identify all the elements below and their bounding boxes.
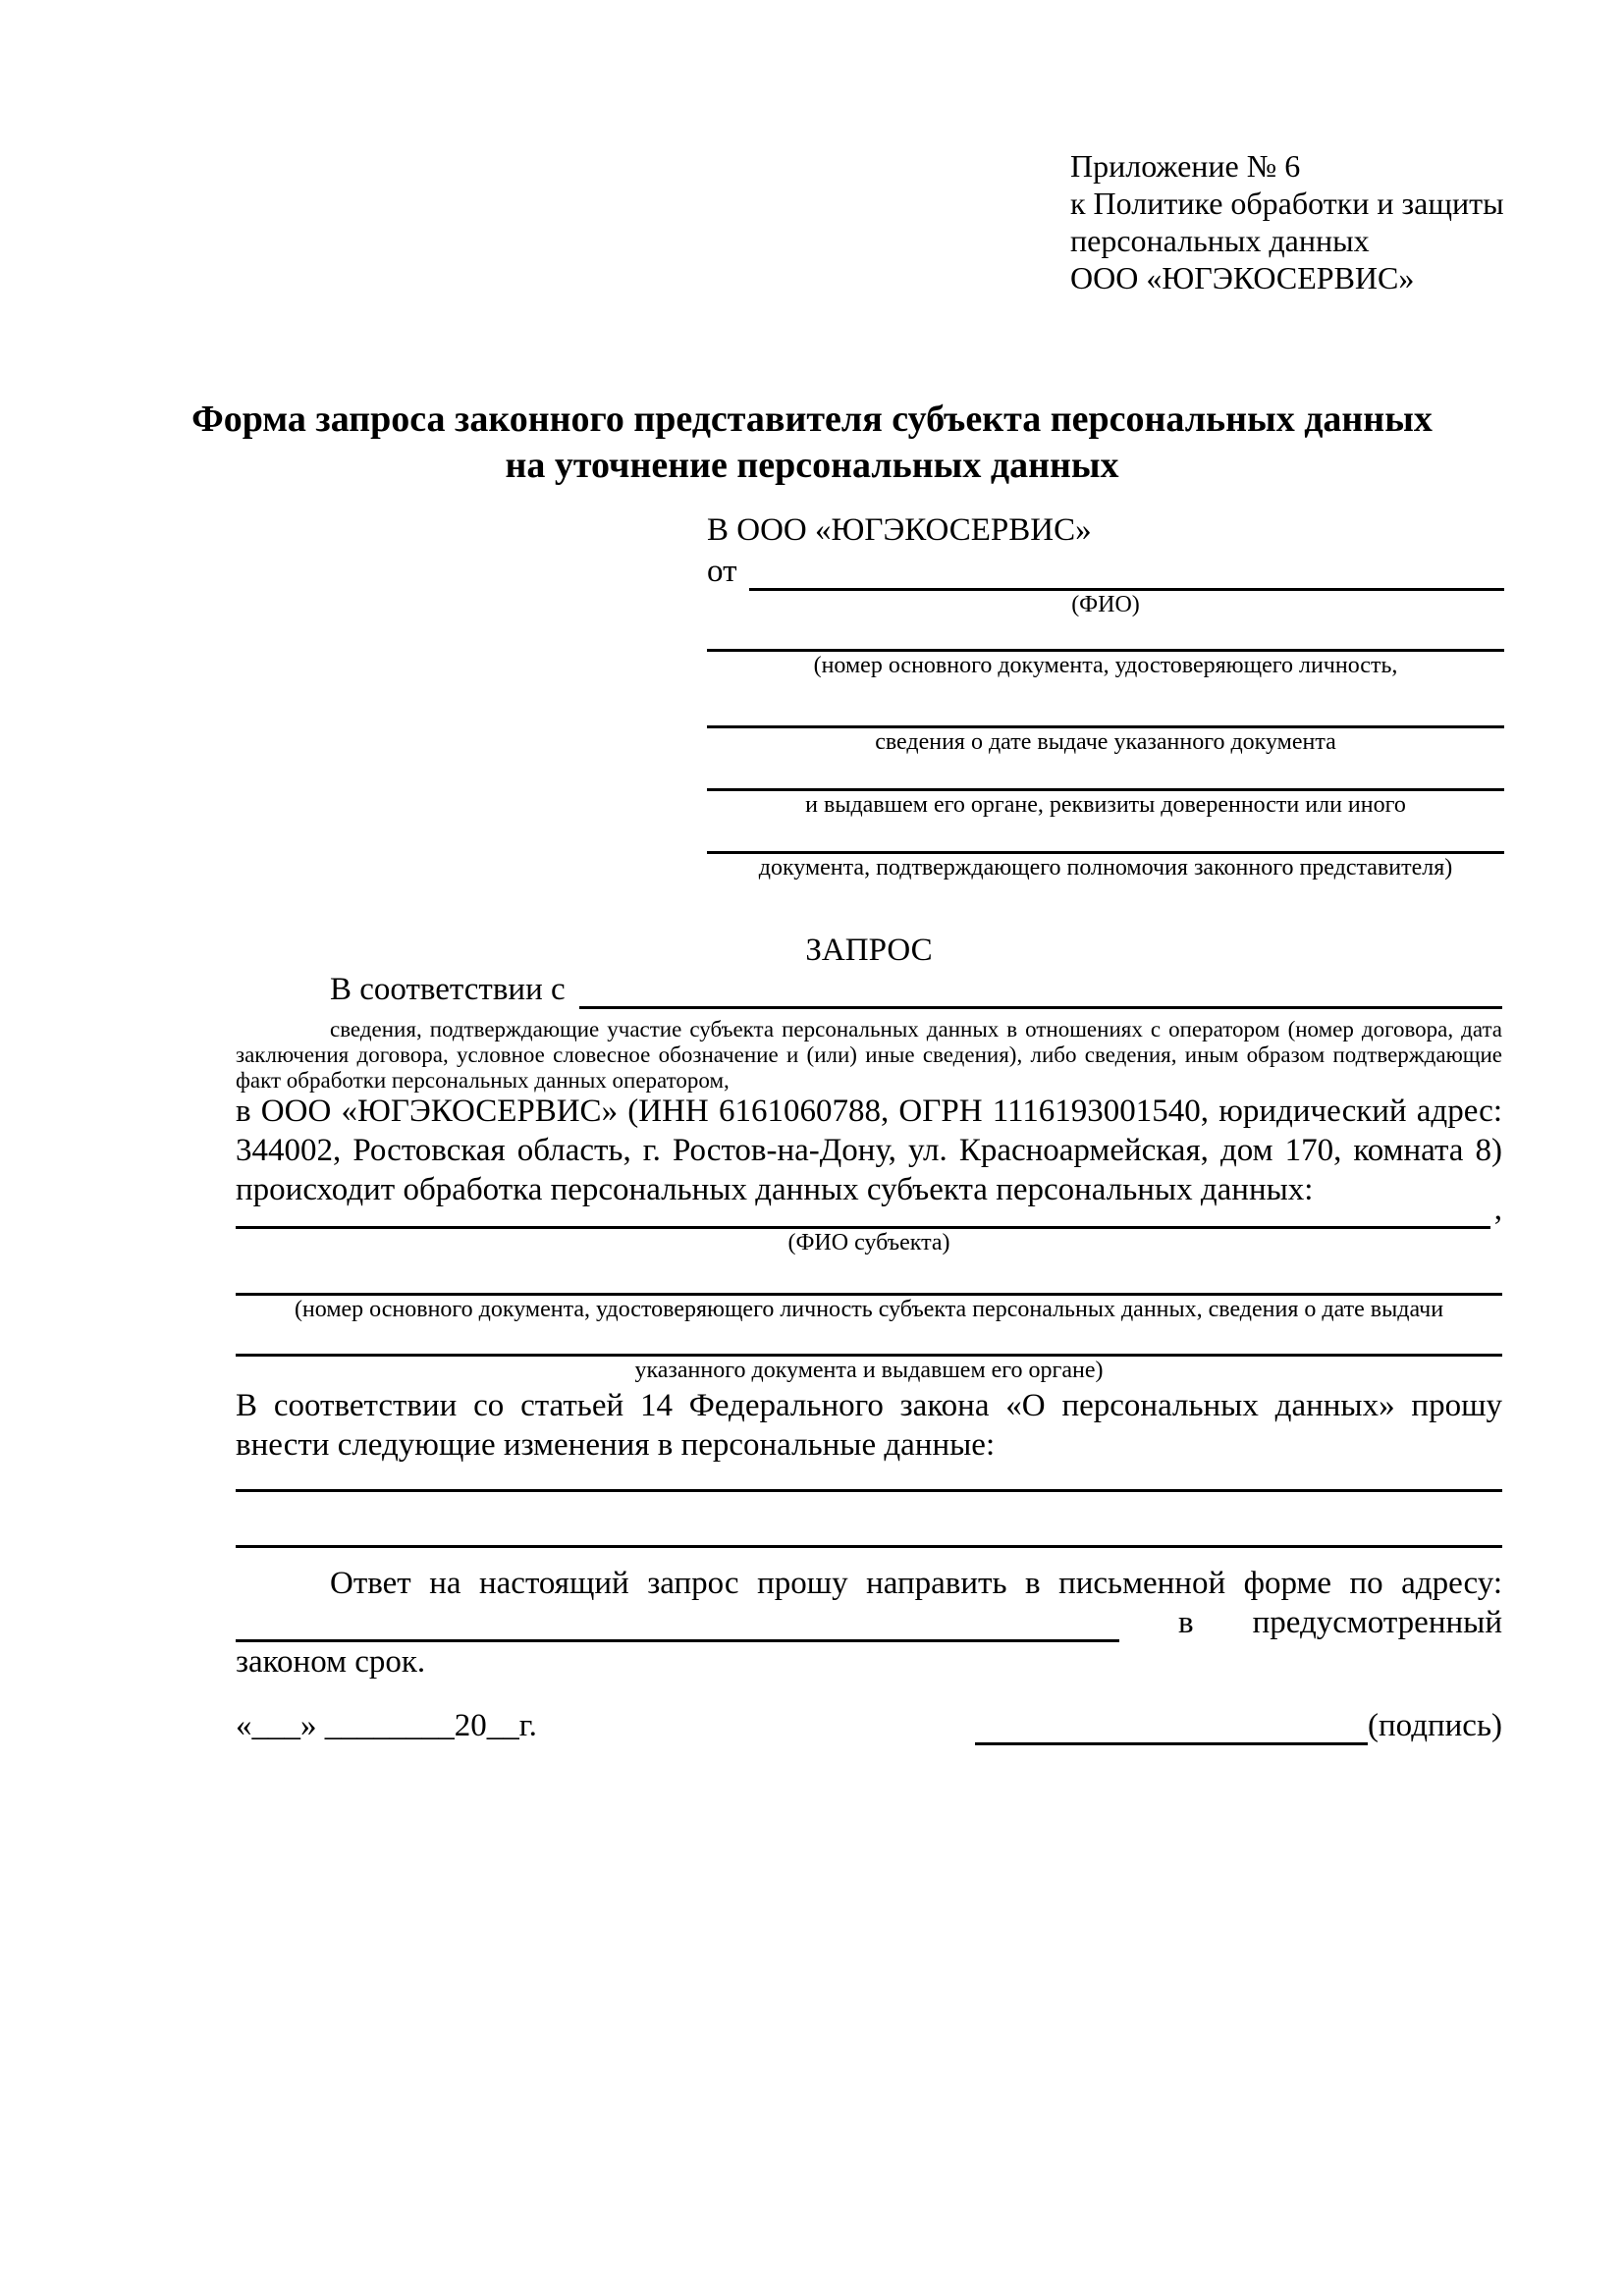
caption-issue-date: сведения о дате выдаче указанного документа: [875, 729, 1336, 755]
page-title-line: Форма запроса законного представителя субъекта персональных данных: [191, 399, 1433, 440]
caption-subject-authority: указанного документа и выдавшем его органе): [634, 1358, 1104, 1383]
page-title: [157, 397, 1467, 489]
reply-address-row: [236, 1605, 1502, 1642]
caption-subject-fio: (ФИО субъекта): [787, 1230, 950, 1255]
issue-date-blank-line[interactable]: [707, 701, 1504, 728]
signature-caption: (подпись): [1368, 1708, 1502, 1743]
issuing-authority-blank-line[interactable]: [707, 766, 1504, 791]
from-label: от: [707, 554, 737, 589]
reply-line: Ответ на настоящий запрос прошу направить в письменной форме по адресу:: [330, 1566, 1502, 1601]
footer-row: [236, 1706, 1502, 1745]
page-title-line: на уточнение персональных данных: [505, 445, 1119, 486]
changes-blank-line-2[interactable]: [236, 1516, 1502, 1548]
reply-tail: законом срок.: [236, 1644, 426, 1680]
appendix-line: к Политике обработки и защиты: [1070, 186, 1504, 221]
opening-row: [236, 972, 1502, 1009]
caption-representative-authority: документа, подтверждающего полномочия законного представителя): [758, 855, 1453, 881]
appendix-line: ООО «ЮГЭКОСЕРВИС»: [1070, 260, 1415, 295]
subject-captions-block: [236, 1229, 1502, 1384]
caption-document-number: (номер основного документа, удостоверяющего личность,: [813, 653, 1398, 678]
addressee-to: В ООО «ЮГЭКОСЕРВИС»: [707, 512, 1092, 548]
subject-document-blank-line[interactable]: [236, 1264, 1502, 1296]
addressee-block: [707, 510, 1504, 881]
subject-authority-blank-line[interactable]: [236, 1331, 1502, 1357]
appendix-line: Приложение № 6: [1070, 148, 1301, 184]
document-number-blank-line[interactable]: [707, 620, 1504, 652]
appendix-block: [1070, 147, 1522, 296]
caption-subject-document: (номер основного документа, удостоверяющего личность субъекта персональных данных, сведения о дате выдачи: [294, 1297, 1444, 1322]
from-row: [707, 554, 1504, 591]
caption-fio: (ФИО): [1071, 592, 1140, 617]
reply-word-prescribed: предусмотренный: [1252, 1605, 1502, 1640]
request-heading: ЗАПРОС: [805, 933, 933, 968]
caption-issuing-authority: и выдавшем его органе, реквизиты доверенности или иного: [805, 792, 1406, 818]
subject-line-comma: ,: [1493, 1192, 1502, 1227]
changes-blank-line-1[interactable]: [236, 1465, 1502, 1492]
fio-blank-line[interactable]: [749, 558, 1505, 591]
appendix-line: персональных данных: [1070, 223, 1370, 258]
opening-text: В соответствии с: [330, 972, 566, 1007]
footnote-paragraph: сведения, подтверждающие участие субъекта персональных данных в отношениях с оператором (номер договора, дата заключения договора, условное словесное обозначение и (или) иные сведения), либо сведения, иным образом подтверждающие факт обработки персональных данных оператором,: [236, 1017, 1502, 1093]
reply-address-blank-line[interactable]: [236, 1617, 1119, 1642]
reply-word-in: в: [1178, 1605, 1194, 1640]
subject-fio-blank-line[interactable]: [236, 1196, 1490, 1229]
law-paragraph: В соответствии со статьей 14 Федерального закона «О персональных данных» прошу внести следующие изменения в персональные данные:: [236, 1388, 1502, 1463]
representative-authority-blank-line[interactable]: [707, 830, 1504, 854]
relation-details-blank-line[interactable]: [579, 976, 1502, 1009]
subject-row: [236, 1192, 1502, 1229]
signature-blank-line[interactable]: [975, 1712, 1368, 1745]
date-field[interactable]: «___» ________20__г.: [236, 1708, 537, 1743]
operator-paragraph: в ООО «ЮГЭКОСЕРВИС» (ИНН 6161060788, ОГРН 1116193001540, юридический адрес: 344002, Ростовская область, г. Ростов-на-Дону, ул. Красноармейская, дом 170, комната 8) происходит обработка персональных данных субъекта персональных данных:: [236, 1094, 1502, 1207]
lower-block: [236, 1386, 1502, 1682]
signature-group: [975, 1706, 1502, 1745]
